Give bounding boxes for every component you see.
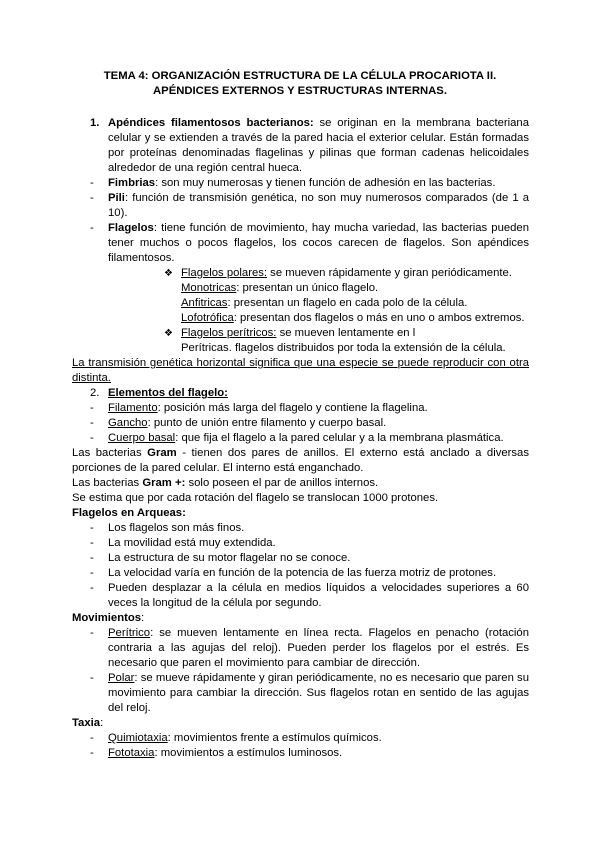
gram-pos-term: Gram +: [142,477,186,489]
archaea-heading [72,506,186,521]
monotricas-text: : presentan un único flagelo. [236,282,379,294]
archaea-item-line-2: veces la longitud de la célula por segundo. [108,597,322,609]
archaea-item: Pueden desplazar a la célula en medios líquidos a velocidades superiores a 60 [108,582,529,594]
peritrico-term: Perítrico [108,627,151,639]
bullet-dash: - [90,522,94,534]
filamento-item [108,401,428,416]
transmission-note-line-1: La transmisión genética horizontal significa que una especie se puede reproducir con otra [72,357,529,369]
cuerpo-basal-term: Cuerpo basal [108,432,176,444]
title-line-1: TEMA 4: ORGANIZACIÓN ESTRUCTURA DE LA CÉLULA PROCARIOTA II. [103,70,497,82]
flagelos-line-3: filamentosos. [108,252,175,264]
peritrico-line-2: contraria a las agujas del reloj). Pueden perder los flagelos por el estrés. Es [108,642,529,654]
section-1-line-3: por proteínas denominadas flagelinas y pilinas que forman cadenas helicoidales [108,147,529,159]
archaea-item: Los flagelos son más finos. [108,522,245,534]
gram-neg-term: Gram [147,447,177,459]
archaea-item: La movilidad está muy extendida. [108,537,276,549]
flagelos-term: Flagelos [108,222,154,234]
peritric-line-2: Perítricas. flagelos distribuidos por toda la extensión de la célula. [181,342,506,354]
bullet-dash: - [90,222,94,234]
gancho-item [108,416,386,431]
gram-pos-prefix: Las bacterias [72,477,143,489]
monotricas [181,281,378,296]
taxia-colon: : [100,717,104,729]
fototaxia-item [108,746,342,761]
rotation-line: Se estima que por cada rotación del flagelo se translocan 1000 protones. [72,492,439,504]
diamond-bullet-icon: ❖ [164,268,173,279]
gram-negative-line-1 [72,446,529,461]
section-1-text: se originan en la membrana bacteriana [313,117,529,129]
gram-neg-text: - tienen dos pares de anillos. El externo está anclado a diversas [176,447,529,459]
archaea-item: La estructura de su motor flagelar no se conoce. [108,552,351,564]
flagelos-line-2: tener muchos o pocos flagelos, los cocos carecen de flagelos. Son apéndices [108,237,529,249]
section-1-heading: Apéndices filamentosos bacterianos: [108,117,314,129]
pili-term: Pili [108,192,125,204]
gram-neg-prefix: Las bacterias [72,447,148,459]
flagelos-item [108,221,529,236]
peritrico-text: : se mueven lentamente en línea recta. Flagelos en penacho (rotación [150,627,529,639]
fimbrias-item [108,176,495,191]
archaea-heading-text: Flagelos en Arqueas: [72,507,186,519]
cuerpo-basal-text: : que fija el flagelo a la pared celular y a la membrana plasmática. [175,432,504,444]
fototaxia-text: : movimientos a estímulos luminosos. [154,747,343,759]
quimiotaxia-term: Quimiotaxia [108,732,168,744]
movements-colon: : [141,612,145,624]
bullet-dash: - [90,192,94,204]
pili-line-2: 10). [108,207,128,219]
diamond-bullet-icon: ❖ [164,328,173,339]
filamento-term: Filamento [108,402,158,414]
section-2-number: 2. [90,387,100,399]
bullet-dash: - [90,177,94,189]
bullet-dash: - [90,402,94,414]
gram-negative-line-2: porciones de la pared celular. El interno está enganchado. [72,462,364,474]
bullet-dash: - [90,537,94,549]
peritrico-line-3: necesario que paren el movimiento para cambiar de dirección. [108,657,421,669]
gancho-term: Gancho [108,417,148,429]
polar-term: Polar [108,672,135,684]
movements-heading-text: Movimientos [72,612,142,624]
quimiotaxia-text: : movimientos frente a estímulos químicos. [167,732,382,744]
bullet-dash: - [90,567,94,579]
taxia-heading-text: Taxia [72,717,101,729]
section-1-line-4: alrededor de una región central hueca. [108,162,303,174]
bullet-dash: - [90,732,94,744]
gancho-text: : punto de unión entre filamento y cuerpo basal. [147,417,387,429]
fimbrias-text: : son muy numerosas y tienen función de adhesión en las bacterias. [155,177,496,189]
polar-flagella-text: se mueven rápidamente y giran periódicamente. [267,267,512,279]
monotricas-term: Monotricas [181,282,237,294]
transmission-note-line-2: distinta. [72,372,111,384]
lofotrofica [181,311,525,326]
gram-positive-line [72,476,378,491]
bullet-dash: - [90,582,94,594]
movements-heading [72,611,144,626]
bullet-dash: - [90,432,94,444]
lofotrofica-term: Lofotrófica [181,312,234,324]
peritric-flagella-term: Flagelos perítricos: [181,327,277,339]
taxia-heading [72,716,103,731]
anfitricas [181,296,467,311]
polar-line-2: movimiento para cambiar la dirección. Sus flagelos rotan en sentido de las agujas [108,687,529,699]
pili-item [108,191,529,206]
peritrico-item [108,626,529,641]
section-2-heading-text: Elementos del flagelo: [108,387,228,399]
polar-item [108,671,529,686]
polar-flagella-term: Flagelos polares: [181,267,268,279]
filamento-text: : posición más larga del flagelo y contiene la flagelina. [157,402,428,414]
fototaxia-term: Fototaxia [108,747,155,759]
flagelos-text: : tiene función de movimiento, hay mucha variedad, las bacterias pueden [153,222,529,234]
polar-flagella [181,266,512,281]
bullet-dash: - [90,747,94,759]
bullet-dash: - [90,627,94,639]
anfitricas-term: Anfitricas [181,297,228,309]
section-2-heading [108,386,228,401]
polar-line-3: del reloj. [108,702,151,714]
gram-pos-text: solo poseen el par de anillos internos. [185,477,379,489]
section-1-line-2: celular y se extienden a través de la pared hacia el exterior celular. Están formadas [108,132,529,144]
polar-text: : se mueve rápidamente y giran periódicamente, no es necesario que paren su [134,672,529,684]
section-1-line-1 [108,116,529,131]
bullet-dash: - [90,417,94,429]
peritric-flagella-text: se mueven lentamente en l [276,327,416,339]
peritric-flagella [181,326,415,341]
pili-text: : función de transmisión genética, no son muy numerosos comparados (de 1 a [124,192,529,204]
anfitricas-text: : presentan un flagelo en cada polo de la célula. [227,297,468,309]
quimiotaxia-item [108,731,382,746]
fimbrias-term: Fimbrias [108,177,156,189]
section-1-number: 1. [90,117,100,129]
archaea-item: La velocidad varía en función de la potencia de las fuerza motriz de protones. [108,567,497,579]
title-line-2: APÉNDICES EXTERNOS Y ESTRUCTURAS INTERNAS. [153,85,447,97]
lofotrofica-text: : presentan dos flagelos o más en uno o ambos extremos. [233,312,525,324]
bullet-dash: - [90,672,94,684]
bullet-dash: - [90,552,94,564]
cuerpo-basal-item [108,431,504,446]
